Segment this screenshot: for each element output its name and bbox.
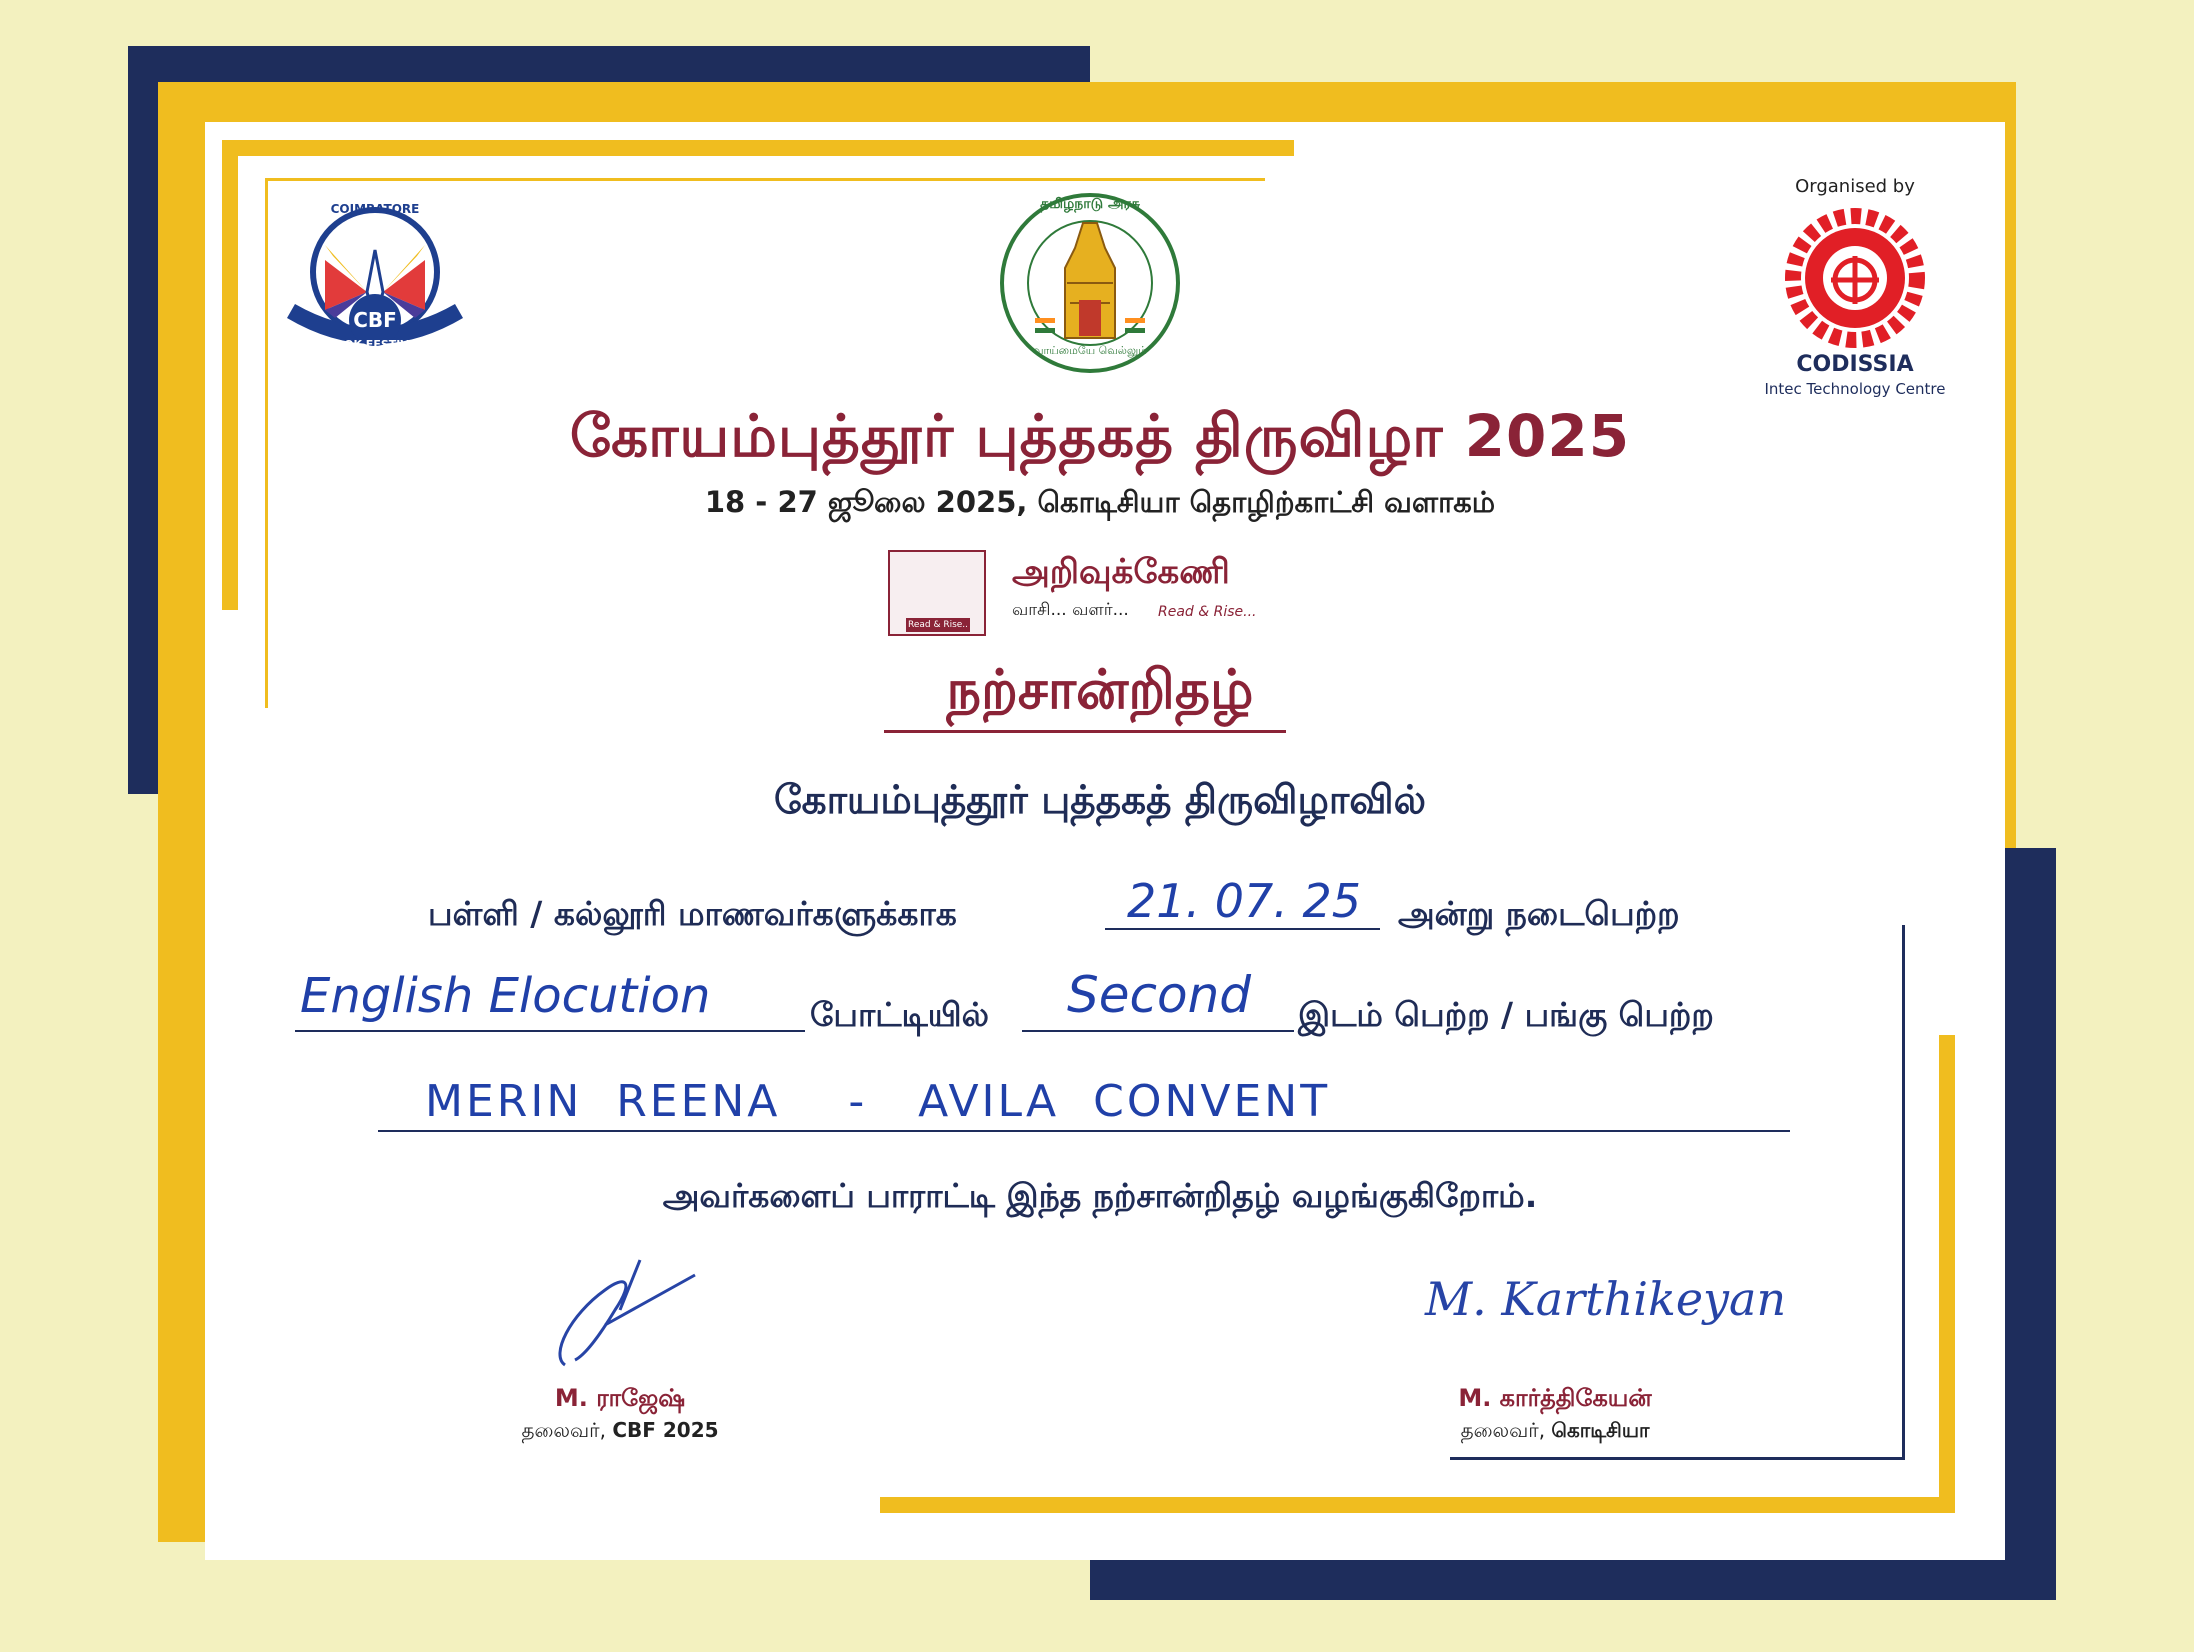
festival-subtitle: 18 - 27 ஜூலை 2025, கொடிசியா தொழிற்காட்சி வளாகம்: [704, 485, 1496, 519]
cbf-logo-bottom-text: BOOK FESTIVAL: [326, 338, 424, 351]
position-line: [1022, 1030, 1294, 1032]
codissia-logo: [1785, 208, 1925, 348]
line2-prefix: பள்ளி / கல்லூரி மாணவர்களுக்காக: [428, 894, 957, 933]
signatory-title-right-bold: கொடிசியா: [1551, 1418, 1650, 1442]
signatory-title-left-prefix: தலைவர்,: [521, 1418, 613, 1442]
cbf-logo: [275, 200, 475, 360]
codissia-name: CODISSIA: [1796, 352, 1914, 377]
name-line: [378, 1130, 1790, 1132]
signature-left: [545, 1255, 705, 1375]
emblem-top-text: தமிழ்நாடு அரசு: [1040, 196, 1140, 212]
cbf-logo-top-text: COIMBATORE: [330, 202, 420, 216]
signatory-title-right-prefix: தலைவர்,: [1460, 1418, 1552, 1442]
read-rise-logo: [888, 550, 1338, 640]
tamil-nadu-emblem: [995, 188, 1185, 378]
festival-line: கோயம்புத்தூர் புத்தகத் திருவிழாவில்: [773, 778, 1427, 823]
signatory-title-left-bold: CBF 2025: [612, 1418, 719, 1442]
line2-suffix: அன்று நடைபெற்ற: [1398, 894, 1680, 933]
date-line: [1105, 928, 1380, 930]
signature-right: M. Karthikeyan: [1425, 1272, 1787, 1326]
line3-mid: போட்டியில்: [810, 995, 990, 1034]
read-rise-english: Read & Rise...: [1158, 604, 1257, 620]
organised-by-label: Organised by: [1795, 176, 1915, 197]
event-line: [295, 1030, 805, 1032]
festival-title: கோயம்புத்தூர் புத்தகத் திருவிழா 2025: [569, 402, 1631, 470]
cbf-logo-center-text: CBF: [353, 308, 397, 332]
award-statement: அவர்களைப் பாராட்டி இந்த நற்சான்றிதழ் வழங்குகிறோம்.: [662, 1176, 1538, 1215]
emblem-bottom-text: வாய்மையே வெல்லும்: [1032, 344, 1148, 357]
certificate-title-underline: [884, 730, 1286, 733]
signatory-title-left: [470, 1418, 770, 1445]
handwritten-position: Second: [1066, 966, 1251, 1024]
handwritten-name: MERIN REENA - AVILA CONVENT: [425, 1076, 1331, 1127]
book-icon: [888, 550, 986, 636]
signatory-name-left: M. ராஜேஷ்: [554, 1384, 686, 1412]
read-rise-name: அறிவுக்கேணி: [1012, 552, 1230, 592]
handwritten-date: 21. 07. 25: [1126, 874, 1362, 928]
line3-suffix: இடம் பெற்ற / பங்கு பெற்ற: [1298, 995, 1714, 1034]
read-rise-tagline: வாசி... வளர்...: [1012, 600, 1129, 620]
codissia-subtitle: Intec Technology Centre: [1764, 380, 1946, 398]
signatory-title-right: [1395, 1418, 1715, 1445]
signatory-name-right: M. கார்த்திகேயன்: [1458, 1384, 1652, 1412]
handwritten-event: English Elocution: [300, 968, 711, 1024]
book-label: Read & Rise..: [907, 620, 969, 630]
certificate-title: நற்சான்றிதழ்: [946, 658, 1254, 721]
